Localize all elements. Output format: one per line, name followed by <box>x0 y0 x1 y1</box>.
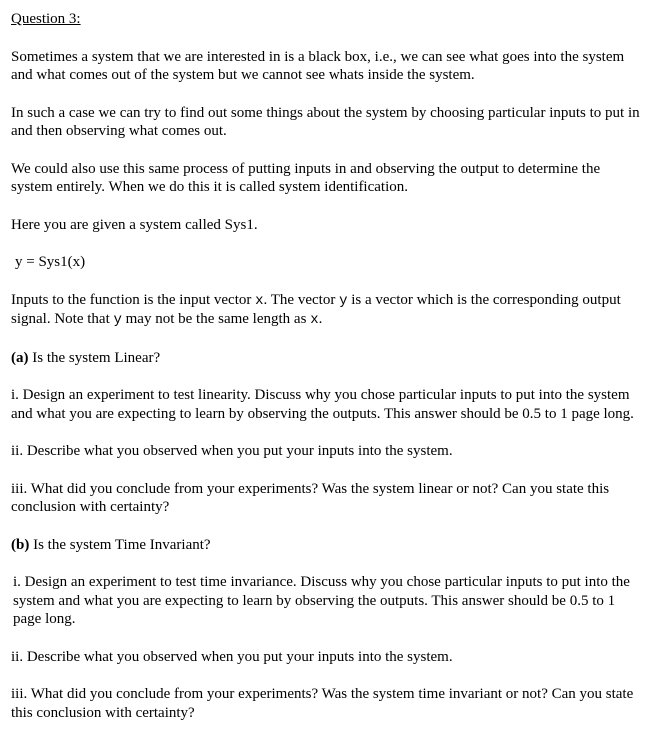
intro-paragraph-3: We could also use this same process of putting inputs in and observing the output to determine the system entirely. When we do this it is called system identification. <box>11 160 601 195</box>
system-equation: y = Sys1(x) <box>15 254 86 270</box>
variable-x: x <box>310 312 319 328</box>
inputs-paragraph <box>11 291 641 330</box>
intro-paragraph-2: In such a case we can try to find out some things about the system by choosing particular inputs to put in and then observing what comes out. <box>11 104 640 139</box>
part-b-item-3: iii. What did you conclude from your experiments? Was the system time invariant or not? Can you state this conclusion with certainty? <box>11 686 634 721</box>
inputs-text-5: . <box>318 311 323 327</box>
inputs-text-4: may not be the same length as <box>121 311 311 327</box>
part-b-title: Is the system Time Invariant? <box>29 536 211 553</box>
inputs-text-1: Inputs to the function is the input vector <box>11 291 256 308</box>
inputs-text-2: . The vector <box>263 291 340 308</box>
part-b-item-2: ii. Describe what you observed when you put your inputs into the system. <box>11 648 453 665</box>
variable-x: x <box>255 292 264 309</box>
part-b-label: (b) <box>11 536 30 553</box>
question-heading: Question 3: <box>11 11 81 27</box>
part-a-label: (a) <box>11 349 29 366</box>
document-body <box>11 10 641 741</box>
inputs-text-3: is a vector which is the corresponding output signal. Note that <box>11 291 621 327</box>
part-a-title: Is the system Linear? <box>28 349 161 366</box>
part-a-item-2: ii. Describe what you observed when you put your inputs into the system. <box>11 443 453 459</box>
part-b-heading <box>11 536 641 555</box>
part-a-item-1: i. Design an experiment to test linearity. Discuss why you chose particular inputs to put into the system and what you are expecting to learn by observing the outputs. This answer should be 0.5 to 1 page long. <box>11 387 634 422</box>
variable-y: y <box>339 292 348 309</box>
intro-paragraph-4: Here you are given a system called Sys1. <box>11 216 258 233</box>
part-a-item-3: iii. What did you conclude from your experiments? Was the system linear or not? Can you state this conclusion with certainty? <box>11 480 610 515</box>
variable-y: y <box>113 312 122 328</box>
intro-paragraph-1: Sometimes a system that we are interested in is a black box, i.e., we can see what goes into the system and what comes out of the system but we cannot see whats inside the system. <box>11 48 625 83</box>
part-a-heading <box>11 349 641 368</box>
part-b-item-1: i. Design an experiment to test time invariance. Discuss why you chose particular inputs to put into the system and what you are expecting to learn by observing the outputs. This answer should be 0.5 to 1 page long. <box>13 574 630 627</box>
